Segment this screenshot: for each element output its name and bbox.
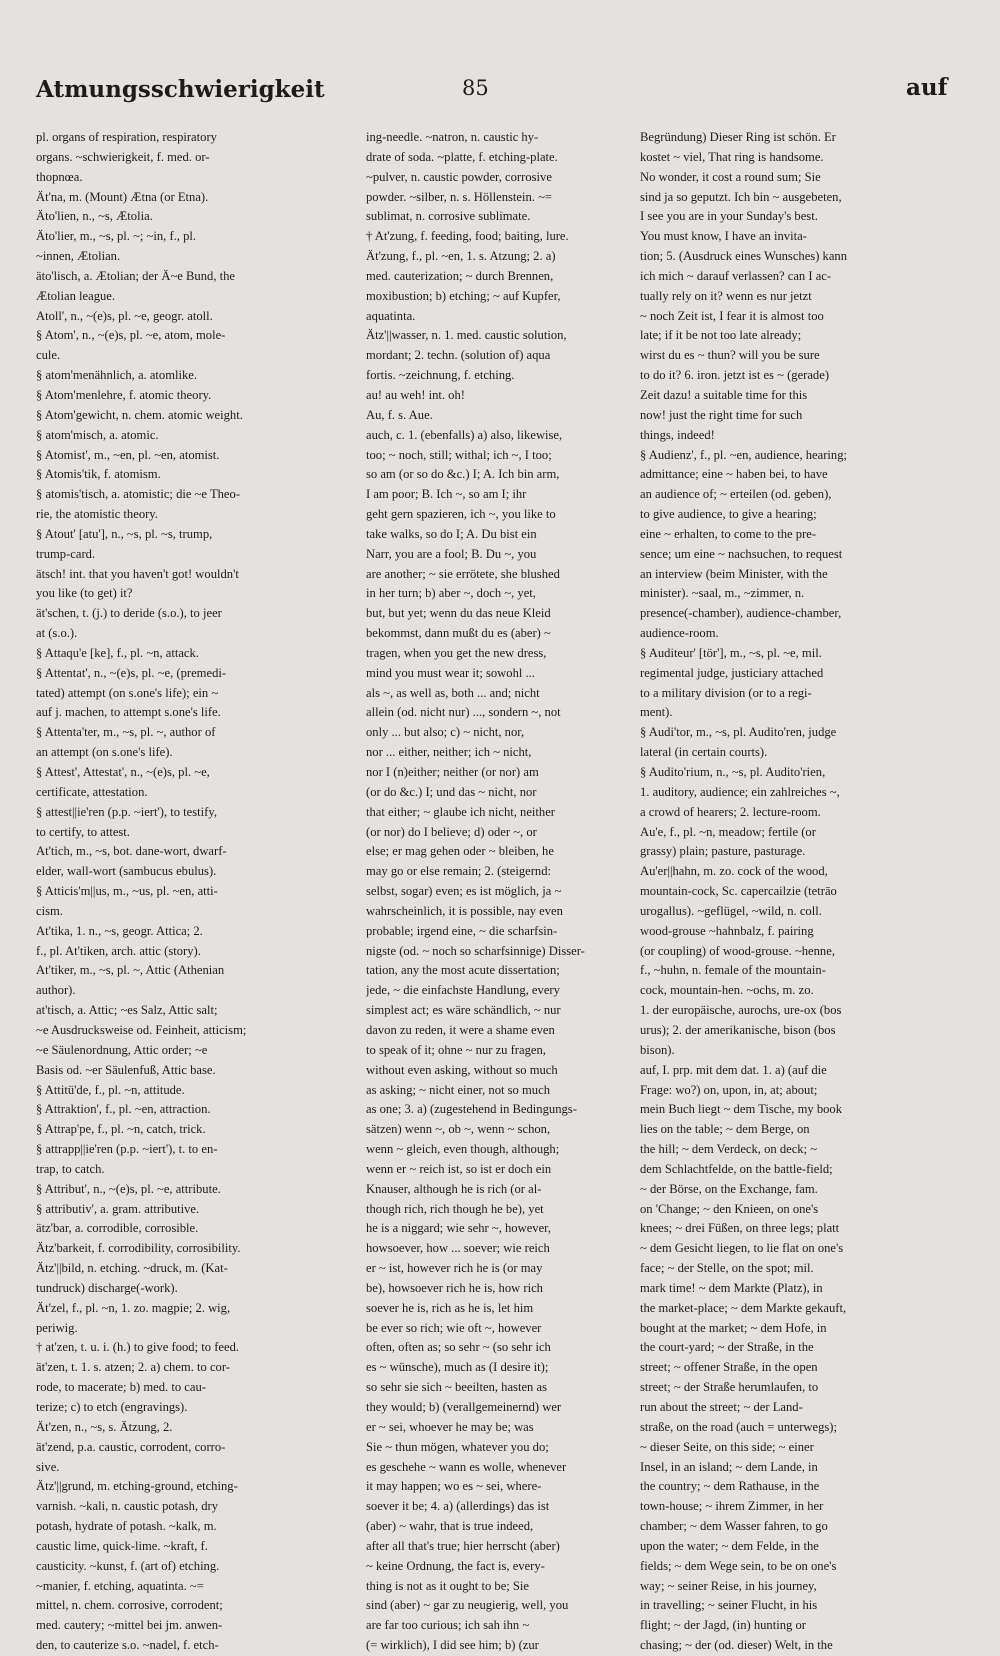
entry-line: ~ noch Zeit ist, I fear it is almost too: [640, 308, 824, 323]
entry-line: a crowd of hearers; 2. lecture-room.: [640, 804, 821, 819]
entry-line: drate of soda. ~platte, f. etching-plate.: [366, 149, 558, 164]
entry-line: You must know, I have an invita-: [640, 229, 807, 244]
entry-line: cock, mountain-hen. ~ochs, m. zo.: [640, 983, 814, 998]
entry-line: † at'zen, t. u. i. (h.) to give food; to feed.: [36, 1340, 240, 1355]
entry-line: Äto'lier, m., ~s, pl. ~; ~in, f., pl.: [36, 229, 197, 244]
entry-line: it may happen; wo es ~ sei, where-: [366, 1479, 542, 1494]
column-1: [36, 128, 354, 1656]
entry-line: ~ dem Gesicht liegen, to lie flat on one's: [640, 1241, 844, 1256]
entry-line: powder. ~silber, n. s. Höllenstein. ~=: [366, 189, 553, 204]
entry-line: § Attraktion', f., pl. ~en, attraction.: [36, 1102, 211, 1117]
entry-line: Insel, in an island; ~ dem Lande, in: [640, 1459, 818, 1474]
entry-line: trap, to catch.: [36, 1161, 105, 1176]
entry-line: es geschehe ~ wann es wolle, whenever: [366, 1459, 567, 1474]
entry-line: else; er mag gehen oder ~ bleiben, he: [366, 844, 554, 859]
entry-line: sätzen) wenn ~, ob ~, wenn ~ schon,: [366, 1122, 551, 1137]
entry-line: minister). ~saal, m., ~zimmer, n.: [640, 586, 805, 601]
entry-line: bison).: [640, 1042, 675, 1057]
entry-line: § Attest', Attestat', n., ~(e)s, pl. ~e,: [36, 765, 210, 779]
entry-line: an audience of; ~ erteilen (od. geben),: [640, 487, 832, 502]
entry-line: wirst du es ~ thun? will you be sure: [640, 348, 820, 363]
entry-line: causticity. ~kunst, f. (art of) etching.: [36, 1558, 220, 1573]
entry-line: § attest||ie'ren (p.p. ~iert'), to testify,: [36, 804, 217, 819]
entry-line: ~pulver, n. caustic powder, corrosive: [366, 169, 552, 184]
entry-line: lies on the table; ~ dem Berge, on: [640, 1122, 810, 1137]
entry-line: caustic lime, quick-lime. ~kraft, f.: [36, 1538, 208, 1553]
entry-line: too; ~ noch, still; withal; ich ~, I too;: [366, 447, 552, 462]
entry-line: to speak of it; ohne ~ nur zu fragen,: [366, 1042, 546, 1057]
entry-line: lateral (in certain courts).: [640, 745, 768, 760]
entry-line: § Atomis'tik, f. atomism.: [36, 467, 161, 482]
entry-line: mordant; 2. techn. (solution of) aqua: [366, 348, 551, 363]
entry-line: ät'zen, t. 1. s. atzen; 2. a) chem. to cor-: [36, 1360, 230, 1375]
entry-line: in travelling; ~ seiner Flucht, in his: [640, 1598, 818, 1613]
entry-line: § Audito'rium, n., ~s, pl. Audito'rien,: [640, 765, 826, 779]
entry-line: § Audienz', f., pl. ~en, audience, hearing;: [640, 447, 848, 462]
entry-line: simplest act; es wäre schändlich, ~ nur: [366, 1003, 561, 1018]
entry-line: rode, to macerate; b) med. to cau-: [36, 1380, 206, 1395]
entry-line: to certify, to attest.: [36, 824, 130, 839]
entry-line: med. cautery; ~mittel bei jm. anwen-: [36, 1618, 223, 1633]
entry-line: in her turn; b) aber ~, doch ~, yet,: [366, 586, 536, 601]
entry-line: the court-yard; ~ der Straße, in the: [640, 1340, 814, 1355]
entry-line: Begründung) Dieser Ring ist schön. Er: [640, 130, 836, 144]
entry-line: tation, any the most acute dissertation;: [366, 963, 560, 978]
entry-line: mountain-cock, Sc. capercailzie (tetrāo: [640, 884, 837, 899]
entry-line: probable; irgend eine, ~ die scharfsin-: [366, 923, 558, 938]
entry-line: at (s.o.).: [36, 626, 78, 641]
entry-line: presence(-chamber), audience-chamber,: [640, 606, 842, 621]
entry-line: things, indeed!: [640, 427, 715, 442]
entry-line: ~ der Börse, on the Exchange, fam.: [640, 1181, 818, 1196]
entry-line: nor I (n)either; neither (or nor) am: [366, 765, 539, 779]
entry-line: (or coupling) of wood-grouse. ~henne,: [640, 943, 835, 958]
entry-line: terize; c) to etch (engravings).: [36, 1400, 188, 1414]
entry-line: urogallus). ~geflügel, ~wild, n. coll.: [640, 903, 822, 918]
entry-line: regimental judge, justiciary attached: [640, 665, 824, 680]
entry-line: Ät'na, m. (Mount) Ætna (or Etna).: [36, 189, 209, 204]
entry-line: davon zu reden, it were a shame even: [366, 1022, 555, 1037]
entry-line: only ... but also; c) ~ nicht, nor,: [366, 725, 525, 740]
entry-line: Ätz'||wasser, n. 1. med. caustic solution,: [366, 328, 567, 343]
entry-line: eine ~ erhalten, to come to the pre-: [640, 526, 817, 541]
entry-line: way; ~ seiner Reise, in his journey,: [640, 1578, 817, 1593]
entry-line: they would; b) (verallgemeinernd) wer: [366, 1400, 562, 1414]
entry-line: Ätz'||bild, n. etching. ~druck, m. (Kat-: [36, 1261, 228, 1276]
entry-line: but, but yet; wenn du das neue Kleid: [366, 606, 551, 621]
entry-line: chamber; ~ dem Wasser fahren, to go: [640, 1519, 828, 1534]
entry-line: kostet ~ viel, That ring is handsome.: [640, 149, 824, 164]
entry-line: ing-needle. ~natron, n. caustic hy-: [366, 130, 539, 144]
entry-line: f., pl. At'tiken, arch. attic (story).: [36, 943, 201, 958]
entry-line: tion; 5. (Ausdruck eines Wunsches) kann: [640, 249, 848, 264]
page-number: 85: [462, 76, 489, 100]
entry-line: ~innen, Ætolian.: [36, 249, 121, 264]
entry-line: At'tich, m., ~s, bot. dane-wort, dwarf-: [36, 844, 227, 859]
entry-line: ment).: [640, 705, 673, 720]
entry-line: § atom'misch, a. atomic.: [36, 427, 159, 442]
entry-line: urus); 2. der amerikanische, bison (bos: [640, 1022, 836, 1037]
entry-line: § Atout' [atu'], n., ~s, pl. ~s, trump,: [36, 526, 213, 541]
entry-line: § Atom'gewicht, n. chem. atomic weight.: [36, 407, 243, 422]
entry-line: certificate, attestation.: [36, 784, 148, 799]
entry-line: § Atticis'm||us, m., ~us, pl. ~en, atti-: [36, 884, 218, 899]
entry-line: § Attrap'pe, f., pl. ~n, catch, trick.: [36, 1122, 206, 1137]
entry-line: At'tika, 1. n., ~s, geogr. Attica; 2.: [36, 923, 203, 938]
entry-line: mark time! ~ dem Markte (Platz), in: [640, 1280, 823, 1295]
entry-line: § atomis'tisch, a. atomistic; die ~e Theo-: [36, 487, 241, 502]
entry-line: Ätz'barkeit, f. corrodibility, corrosibility.: [36, 1241, 241, 1256]
entry-line: f., ~huhn, n. female of the mountain-: [640, 963, 826, 978]
entry-line: § attrapp||ie'ren (p.p. ~iert'), t. to en-: [36, 1142, 218, 1157]
entry-line: rie, the atomistic theory.: [36, 507, 158, 522]
entry-line: that either; ~ glaube ich nicht, neither: [366, 804, 556, 819]
entry-line: the hill; ~ dem Verdeck, on deck; ~: [640, 1142, 818, 1157]
entry-line: Au'e, f., pl. ~n, meadow; fertile (or: [640, 824, 816, 839]
entry-line: author).: [36, 983, 76, 998]
entry-line: I am poor; B. Ich ~, so am I; ihr: [366, 487, 527, 502]
entry-line: § Attribut', n., ~(e)s, pl. ~e, attribute.: [36, 1181, 221, 1196]
entry-line: At'tiker, m., ~s, pl. ~, Attic (Athenian: [36, 963, 225, 978]
entry-line: so sehr sie sich ~ beeilten, hasten as: [366, 1380, 547, 1395]
entry-line: I see you are in your Sunday's best.: [640, 209, 818, 224]
entry-line: late; if it be not too late already;: [640, 328, 802, 343]
entry-line: tated) attempt (on s.one's life); ein ~: [36, 685, 219, 700]
entry-line: wenn er ~ reich ist, so ist er doch ein: [366, 1161, 552, 1176]
entry-line: ät'schen, t. (j.) to deride (s.o.), to jeer: [36, 606, 222, 621]
entry-line: § Atom', n., ~(e)s, pl. ~e, atom, mole-: [36, 328, 226, 343]
entry-line: Knauser, although he is rich (or al-: [366, 1181, 542, 1196]
entry-line: ich mich ~ darauf verlassen? can I ac-: [640, 268, 832, 283]
entry-line: fortis. ~zeichnung, f. etching.: [366, 368, 515, 383]
entry-line: Frage: wo?) on, upon, in, at; about;: [640, 1082, 818, 1097]
entry-line: § atom'menähnlich, a. atomlike.: [36, 368, 198, 383]
entry-line: nor ... either, neither; ich ~ nicht,: [366, 745, 532, 760]
entry-line: Äto'lien, n., ~s, Ætolia.: [36, 209, 153, 224]
entry-line: sive.: [36, 1459, 60, 1474]
entry-line: he is a niggard; wie sehr ~, however,: [366, 1221, 552, 1236]
entry-line: without even asking, without so much: [366, 1062, 558, 1077]
entry-line: Atoll', n., ~(e)s, pl. ~e, geogr. atoll.: [36, 308, 213, 323]
entry-line: on 'Change; ~ den Knieen, on one's: [640, 1201, 819, 1216]
entry-line: street; ~ offener Straße, in the open: [640, 1360, 818, 1375]
entry-line: nigste (od. ~ noch so scharfsinnige) Disser-: [366, 943, 585, 958]
entry-line: cule.: [36, 348, 61, 363]
entry-line: § Attenta'ter, m., ~s, pl. ~, author of: [36, 725, 216, 740]
entry-line: selbst, sogar) even; es ist möglich, ja ~: [366, 884, 562, 899]
entry-line: admittance; eine ~ haben bei, to have: [640, 467, 828, 482]
entry-line: § Attitü'de, f., pl. ~n, attitude.: [36, 1082, 185, 1097]
entry-line: Ætolian league.: [36, 288, 116, 303]
entry-line: you like (to get) it?: [36, 586, 133, 601]
entry-line: Sie ~ thun mögen, whatever you do;: [366, 1439, 549, 1454]
entry-line: are another; ~ sie errötete, she blushed: [366, 566, 560, 581]
entry-line: though rich, rich though he be), yet: [366, 1201, 544, 1216]
entry-line: trump-card.: [36, 546, 96, 561]
entry-line: an interview (beim Minister, with the: [640, 566, 828, 581]
entry-line: als ~, as well as, both ... and; nicht: [366, 685, 540, 700]
entry-line: äto'lisch, a. Ætolian; der Ä~e Bund, the: [36, 268, 235, 283]
entry-line: auf j. machen, to attempt s.one's life.: [36, 705, 221, 720]
entry-line: Ät'zen, n., ~s, s. Ätzung, 2.: [36, 1419, 173, 1434]
entry-line: § Attentat', n., ~(e)s, pl. ~e, (premedi-: [36, 665, 227, 680]
entry-line: 1. auditory, audience; ein zahlreiches ~,: [640, 784, 840, 799]
entry-line: (aber) ~ wahr, that is true indeed,: [366, 1519, 534, 1534]
entry-line: elder, wall-wort (sambucus ebulus).: [36, 864, 217, 879]
entry-line: tragen, when you get the new dress,: [366, 645, 547, 660]
entry-line: face; ~ der Stelle, on the spot; mil.: [640, 1261, 814, 1276]
entry-line: tundruck) discharge(-work).: [36, 1280, 178, 1295]
entry-line: § Atom'menlehre, f. atomic theory.: [36, 387, 212, 402]
entry-line: ~e Ausdrucksweise od. Feinheit, atticism;: [36, 1022, 247, 1037]
entry-line: Ätz'||grund, m. etching-ground, etching-: [36, 1479, 238, 1494]
entry-line: pl. organs of respiration, respiratory: [36, 130, 217, 144]
entry-line: at'tisch, a. Attic; ~es Salz, Attic salt;: [36, 1003, 218, 1018]
entry-line: ~e Säulenordnung, Attic order; ~e: [36, 1042, 208, 1057]
entry-line: allein (od. nicht nur) ..., sondern ~, not: [366, 705, 561, 720]
entry-line: † At'zung, f. feeding, food; baiting, lure.: [366, 229, 569, 244]
entry-line: er ~ sei, whoever he may be; was: [366, 1419, 534, 1434]
entry-line: au! au weh! int. oh!: [366, 387, 465, 402]
entry-line: to do it? 6. iron. jetzt ist es ~ (gerade): [640, 368, 830, 383]
entry-line: 1. der europäische, aurochs, ure-ox (bos: [640, 1003, 842, 1018]
entry-line: so am (or so do &c.) I; A. Ich bin arm,: [366, 467, 560, 482]
entry-line: soever he is, rich as he is, let him: [366, 1300, 534, 1315]
entry-line: § Audi'tor, m., ~s, pl. Audito'ren, judge: [640, 725, 837, 740]
entry-line: organs. ~schwierigkeit, f. med. or-: [36, 149, 210, 164]
entry-line: upon the water; ~ dem Felde, in the: [640, 1538, 819, 1553]
entry-line: take walks, so do I; A. Du bist ein: [366, 526, 537, 541]
entry-line: wahrscheinlich, it is possible, nay even: [366, 903, 563, 918]
entry-line: knees; ~ drei Füßen, on three legs; platt: [640, 1221, 840, 1236]
entry-line: be), howsoever rich he is, how rich: [366, 1280, 543, 1295]
entry-line: are far too curious; ich sah ihn ~: [366, 1618, 530, 1633]
running-head-right: auf: [906, 74, 948, 101]
entry-line: Ät'zung, f., pl. ~en, 1. s. Atzung; 2. a): [366, 249, 556, 264]
entry-line: ät'zend, p.a. caustic, corrodent, corro-: [36, 1439, 226, 1454]
entry-line: be ever so rich; wie oft ~, however: [366, 1320, 542, 1335]
column-2: [366, 128, 638, 1656]
entry-line: Narr, you are a fool; B. Du ~, you: [366, 546, 537, 561]
entry-line: flight; ~ der Jagd, (in) hunting or: [640, 1618, 806, 1633]
entry-line: the market-place; ~ dem Markte gekauft,: [640, 1300, 847, 1315]
entry-line: (or do &c.) I; und das ~ nicht, nor: [366, 784, 537, 799]
entry-line: dem Schlachtfelde, on the battle-field;: [640, 1161, 833, 1176]
entry-line: as asking; ~ nicht einer, not so much: [366, 1082, 550, 1097]
entry-line: sind (aber) ~ gar zu neugierig, well, you: [366, 1598, 569, 1613]
entry-line: now! just the right time for such: [640, 407, 803, 422]
entry-line: Zeit dazu! a suitable time for this: [640, 387, 808, 402]
entry-line: (= wirklich), I did see him; b) (zur: [366, 1638, 539, 1653]
entry-line: ~manier, f. etching, aquatinta. ~=: [36, 1578, 204, 1593]
entry-line: moxibustion; b) etching; ~ auf Kupfer,: [366, 288, 561, 303]
running-head-left: Atmungsschwierigkeit: [36, 76, 325, 103]
entry-line: ~ keine Ordnung, the fact is, every-: [366, 1558, 545, 1573]
entry-line: wenn ~ gleich, even though, although;: [366, 1142, 560, 1157]
entry-line: er ~ ist, however rich he is (or may: [366, 1261, 543, 1276]
entry-line: § Atomist', m., ~en, pl. ~en, atomist.: [36, 447, 220, 462]
entry-line: often, often as; so sehr ~ (so sehr ich: [366, 1340, 551, 1355]
entry-line: fields; ~ dem Wege sein, to be on one's: [640, 1558, 837, 1573]
entry-line: to a military division (or to a regi-: [640, 685, 812, 700]
entry-line: thing is not as it ought to be; Sie: [366, 1578, 530, 1593]
entry-line: as one; 3. a) (zugestehend in Bedingungs-: [366, 1102, 577, 1117]
entry-line: grassy) plain; pasture, pasturage.: [640, 844, 806, 859]
entry-line: den, to cauterize s.o. ~nadel, f. etch-: [36, 1638, 219, 1653]
entry-line: auch, c. 1. (ebenfalls) a) also, likewise,: [366, 427, 563, 442]
entry-line: sence; um eine ~ nachsuchen, to request: [640, 546, 843, 561]
entry-line: Ät'zel, f., pl. ~n, 1. zo. magpie; 2. wig,: [36, 1300, 231, 1315]
entry-line: wood-grouse ~hahnbalz, f. pairing: [640, 923, 814, 938]
entry-line: town-house; ~ ihrem Zimmer, in her: [640, 1499, 824, 1514]
entry-line: howsoever, how ... soever; wie reich: [366, 1241, 550, 1256]
entry-line: sind ja so geputzt. Ich bin ~ ausgebeten,: [640, 189, 842, 204]
entry-line: geht gern spazieren, ich ~, you like to: [366, 507, 556, 522]
entry-line: bekommst, dann mußt du es (aber) ~: [366, 626, 551, 641]
entry-line: aquatinta.: [366, 308, 416, 323]
entry-line: § attributiv', a. gram. attributive.: [36, 1201, 200, 1216]
entry-line: chasing; ~ der (od. dieser) Welt, in the: [640, 1638, 833, 1653]
entry-line: mind you must wear it; sowohl ...: [366, 665, 535, 680]
entry-line: soever it be; 4. a) (allerdings) das ist: [366, 1499, 550, 1514]
entry-line: mittel, n. chem. corrosive, corrodent;: [36, 1598, 223, 1613]
entry-line: ätsch! int. that you haven't got! wouldn't: [36, 566, 239, 581]
entry-line: after all that's true; hier herrscht (aber): [366, 1538, 560, 1553]
entry-line: may go or else remain; 2. (steigernd:: [366, 864, 552, 879]
entry-line: Au, f. s. Aue.: [366, 407, 433, 422]
entry-line: sublimat, n. corrosive sublimate.: [366, 209, 531, 224]
entry-line: es ~ wünsche), much as (I desire it);: [366, 1360, 549, 1375]
entry-line: (or nor) do I believe; d) oder ~, or: [366, 824, 537, 839]
entry-line: varnish. ~kali, n. caustic potash, dry: [36, 1499, 219, 1514]
entry-line: straße, on the road (auch = unterwegs);: [640, 1419, 837, 1434]
entry-line: jede, ~ die einfachste Handlung, every: [366, 983, 560, 998]
entry-line: auf, I. prp. mit dem dat. 1. a) (auf die: [640, 1062, 827, 1077]
entry-line: Basis od. ~er Säulenfuß, Attic base.: [36, 1062, 216, 1077]
entry-line: mein Buch liegt ~ dem Tische, my book: [640, 1102, 843, 1117]
entry-line: potash, hydrate of potash. ~kalk, m.: [36, 1519, 217, 1534]
entry-line: tually rely on it? wenn es nur jetzt: [640, 288, 812, 303]
entry-line: med. cauterization; ~ durch Brennen,: [366, 268, 554, 283]
entry-line: Au'er||hahn, m. zo. cock of the wood,: [640, 864, 828, 879]
entry-line: to give audience, to give a hearing;: [640, 507, 817, 522]
entry-line: No wonder, it cost a round sum; Sie: [640, 169, 821, 184]
entry-line: street; ~ der Straße herumlaufen, to: [640, 1380, 819, 1395]
entry-line: an attempt (on s.one's life).: [36, 745, 173, 760]
entry-line: periwig.: [36, 1320, 78, 1335]
entry-line: ätz'bar, a. corrodible, corrosible.: [36, 1221, 199, 1236]
entry-line: run about the street; ~ der Land-: [640, 1400, 803, 1414]
entry-line: ~ dieser Seite, on this side; ~ einer: [640, 1439, 814, 1454]
entry-line: cism.: [36, 903, 63, 918]
entry-line: thopnœa.: [36, 169, 83, 184]
entry-line: bought at the market; ~ dem Hofe, in: [640, 1320, 827, 1335]
column-3: [640, 128, 924, 1656]
entry-line: § Attaqu'e [ke], f., pl. ~n, attack.: [36, 645, 199, 660]
entry-line: the country; ~ dem Rathause, in the: [640, 1479, 820, 1494]
entry-line: § Auditeur' [tör'], m., ~s, pl. ~e, mil.: [640, 645, 822, 660]
entry-line: audience-room.: [640, 626, 719, 641]
